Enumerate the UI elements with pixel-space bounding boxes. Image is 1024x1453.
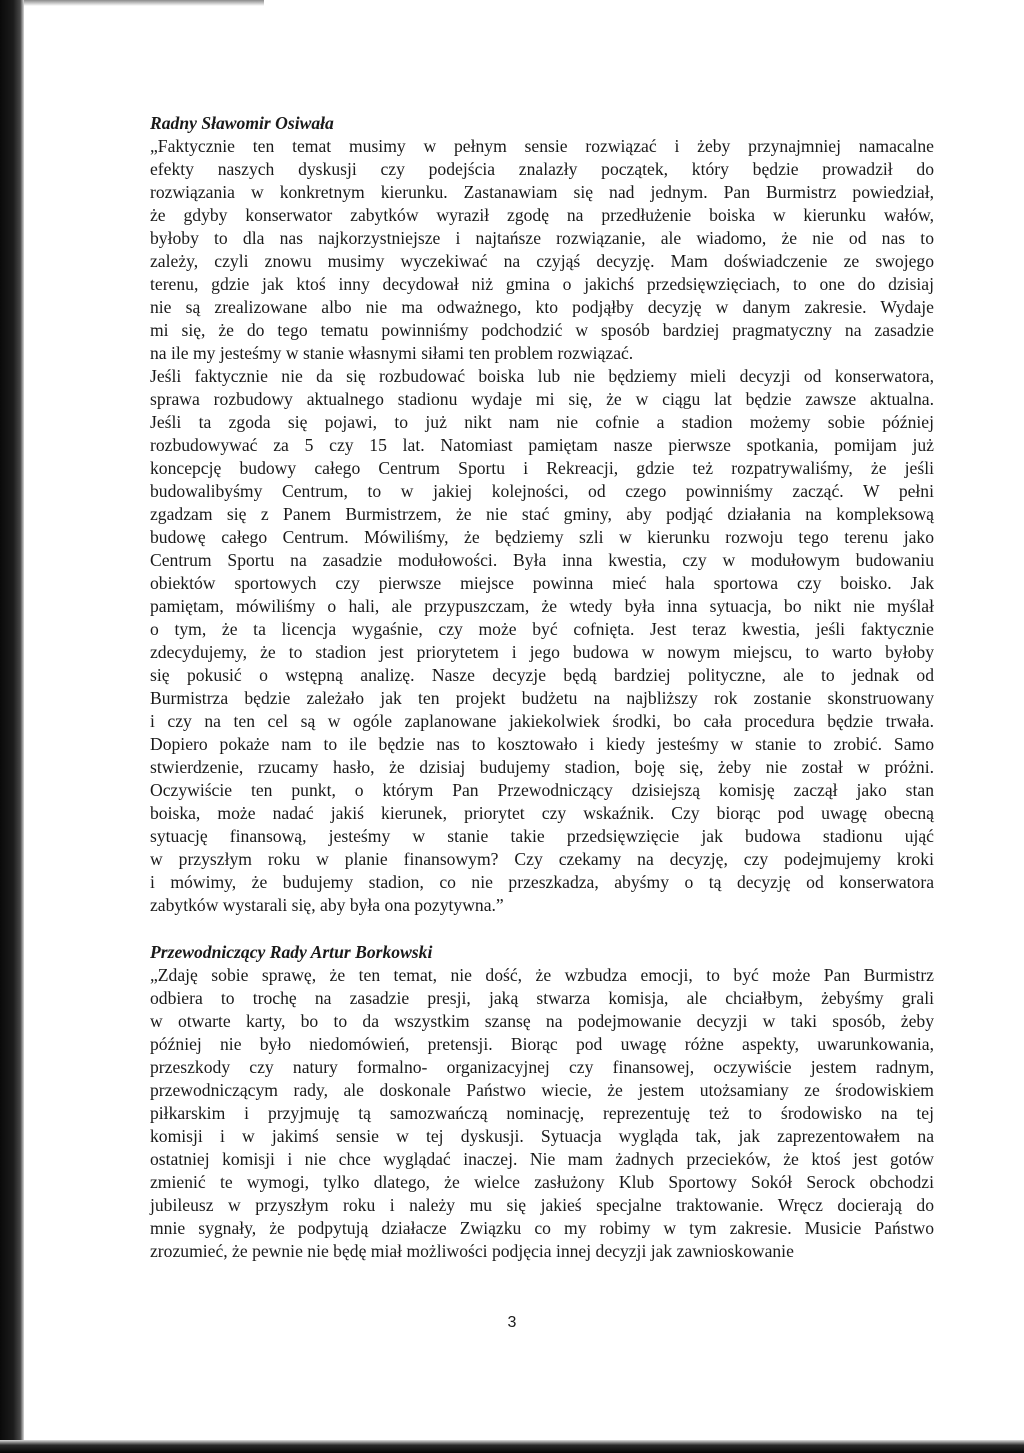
text-line: zależy, czyli znowu musimy wyczekiwać na czyjąś decyzję. Mam doświadczenie ze swojego (150, 251, 934, 271)
text-line: boiska, może nadać jakiś kierunek, priorytet czy wskaźnik. Czy biorąc pod uwagę obecną (150, 803, 934, 823)
text-line: rozwiązania w konkretnym kierunku. Zastanawiam się nad jednym. Pan Burmistrz powiedział, (150, 182, 934, 202)
text-line: w otwarte karty, bo to da wszystkim szansę na podejmowanie decyzji w taki sposób, żeby (150, 1011, 934, 1031)
text-line: efekty naszych dyskusji czy podejścia znalazły początek, który będzie prowadził do (150, 159, 934, 179)
text-line: później nie było niedomówień, pretensji. Biorąc pod uwagę różne aspekty, uwarunkowania, (150, 1034, 934, 1054)
text-line: Jeśli faktycznie nie da się rozbudować boiska lub nie będziemy mieli decyzji od konserwatora, (150, 366, 934, 386)
text-line: terenu, gdzie jak ktoś inny decydował niż gmina o jakichś przedsięwzięciach, to one do dzisiaj (150, 274, 934, 294)
text-line: ostatniej komisji i nie chce wyglądać inaczej. Nie mam żadnych przecieków, że ktoś jest gotów (150, 1149, 934, 1169)
scan-edge-bottom (0, 1440, 1024, 1453)
statement-body (150, 964, 934, 1263)
text-line: i czy na ten cel są w ogóle zaplanowane jakiekolwiek środki, bo cała procedura będzie trwała. (150, 711, 934, 731)
text-line: się pokusić o wstępną analizę. Nasze decyzje będą bardziej polityczne, ale to jednak od (150, 665, 934, 685)
text-line: o tym, że ta licencja wygaśnie, czy może być cofnięta. Jest teraz kwestia, jeśli faktycznie (150, 619, 934, 639)
text-line: Dopiero pokaże nam to ile będzie nas to kosztowało i kiedy jesteśmy w stanie to zrobić. Samo (150, 734, 934, 754)
text-line: mnie sygnały, że podpytują działacze Związku co my robimy w tym zakresie. Musicie Państwo (150, 1218, 934, 1238)
text-line: koncepcję budowy całego Centrum Sportu i Rekreacji, gdzie też rozpatrywaliśmy, że jeśli (150, 458, 934, 478)
text-line: rozbudowywać za 5 czy 15 lat. Natomiast pamiętam nasze pierwsze spotkania, pomijam już (150, 435, 934, 455)
text-line: odbiera to trochę na zasadzie presji, jaką stwarza komisja, ale chciałbym, żebyśmy grali (150, 988, 934, 1008)
text-line: mi się, że do tego tematu powinniśmy podchodzić w sposób bardziej pragmatyczny na zasadzie (150, 320, 934, 340)
text-line: sprawa rozbudowy aktualnego stadionu wydaje mi się, że w ciągu lat będzie zawsze aktualna. (150, 389, 934, 409)
text-line: Oczywiście ten punkt, o którym Pan Przewodniczący dzisiejszą komisję zaczął jako stan (150, 780, 934, 800)
text-line: na ile my jesteśmy w stanie własnymi siłami ten problem rozwiązać. (150, 343, 634, 363)
text-line: zmienić te wymogi, tylko dlatego, że wielce zasłużony Klub Sportowy Sokół Serock obchodzi (150, 1172, 934, 1192)
text-line: komisji i w jakimś sensie w tej dyskusji. Sytuacja wygląda tak, jak zaprezentowałem na (150, 1126, 934, 1146)
document-page (150, 112, 934, 1263)
text-line: Jeśli ta zgoda się pojawi, to już nikt nam nie cofnie a stadion możemy sobie później (150, 412, 934, 432)
speaker-heading: Radny Sławomir Osiwała (150, 113, 334, 133)
scan-edge-top (24, 0, 264, 6)
page-number: 3 (507, 1314, 517, 1331)
text-line: piłkarskim i przyjmuję tą samozwańczą nominację, reprezentuję też to środowisko na tej (150, 1103, 934, 1123)
text-line: Centrum Sportu na zasadzie modułowości. Była inna kwestia, czy w modułowym budowaniu (150, 550, 934, 570)
text-line: nie są zrealizowane albo nie ma odważnego, kto podjąłby decyzję w danym zakresie. Wydaje (150, 297, 934, 317)
text-line: zrozumieć, że pewnie nie będę miał możliwości podjęcia innej decyzji jak zawnioskowanie (150, 1241, 794, 1261)
scan-edge-left (0, 0, 24, 1453)
text-line: „Faktycznie ten temat musimy w pełnym sensie rozwiązać i żeby przynajmniej namacalne (150, 136, 934, 156)
statement-body (150, 135, 934, 917)
text-line: stwierdzenie, rzucamy hasło, że dzisiaj budujemy stadion, boję się, żeby nie został w próżni. (150, 757, 934, 777)
speaker-heading: Przewodniczący Rady Artur Borkowski (150, 942, 433, 962)
text-line: budowę całego Centrum. Mówiliśmy, że będziemy szli w kierunku rozwoju tego terenu jako (150, 527, 934, 547)
text-line: byłoby to dla nas najkorzystniejsze i najtańsze rozwiązanie, ale wiadomo, że nie od nas to (150, 228, 934, 248)
text-line: obiektów sportowych czy pierwsze miejsce powinna mieć hala sportowa czy boisko. Jak (150, 573, 934, 593)
text-line: pamiętam, mówiliśmy o hali, ale przypuszczam, że wtedy była inna sytuacja, bo nikt nie myślał (150, 596, 934, 616)
text-line: zdecydujemy, że to stadion jest priorytetem i jego budowa w nowym miejscu, to warto byłoby (150, 642, 934, 662)
text-line: „Zdaję sobie sprawę, że ten temat, nie dość, że wzbudza emocji, to być może Pan Burmistrz (150, 965, 934, 985)
text-line: sytuację finansową, jesteśmy w stanie takie przedsięwzięcie jak budowa stadionu ująć (150, 826, 934, 846)
text-line: przewodniczącym rady, ale doskonale Państwo wiecie, że jestem utożsamiany ze środowiskiem (150, 1080, 934, 1100)
text-line: jubileusz w przyszłym roku i należy mu się jakieś specjalne traktowanie. Wręcz docierają do (150, 1195, 934, 1215)
text-line: Burmistrza będzie zależało jak ten projekt budżetu na najbliższy rok zostanie skonstruowany (150, 688, 934, 708)
text-line: w przyszłym roku w planie finansowym? Czy czekamy na decyzję, czy podejmujemy kroki (150, 849, 934, 869)
text-line: budowalibyśmy Centrum, to w jakiej kolejności, od czego powinniśmy zacząć. W pełni (150, 481, 934, 501)
text-line: zabytków wystarali się, aby była ona pozytywna.” (150, 895, 504, 915)
text-line: przeszkody czy natury formalno- organizacyjnej czy finansowej, oczywiście jestem radnym, (150, 1057, 934, 1077)
section-gap (150, 917, 934, 941)
text-line: że gdyby konserwator zabytków wyraził zgodę na przedłużenie boiska w kierunku wałów, (150, 205, 934, 225)
text-line: i mówimy, że budujemy stadion, co nie przeszkadza, abyśmy o tą decyzję od konserwatora (150, 872, 934, 892)
text-line: zgadzam się z Panem Burmistrzem, że nie stać gminy, aby podjąć działania na kompleksową (150, 504, 934, 524)
